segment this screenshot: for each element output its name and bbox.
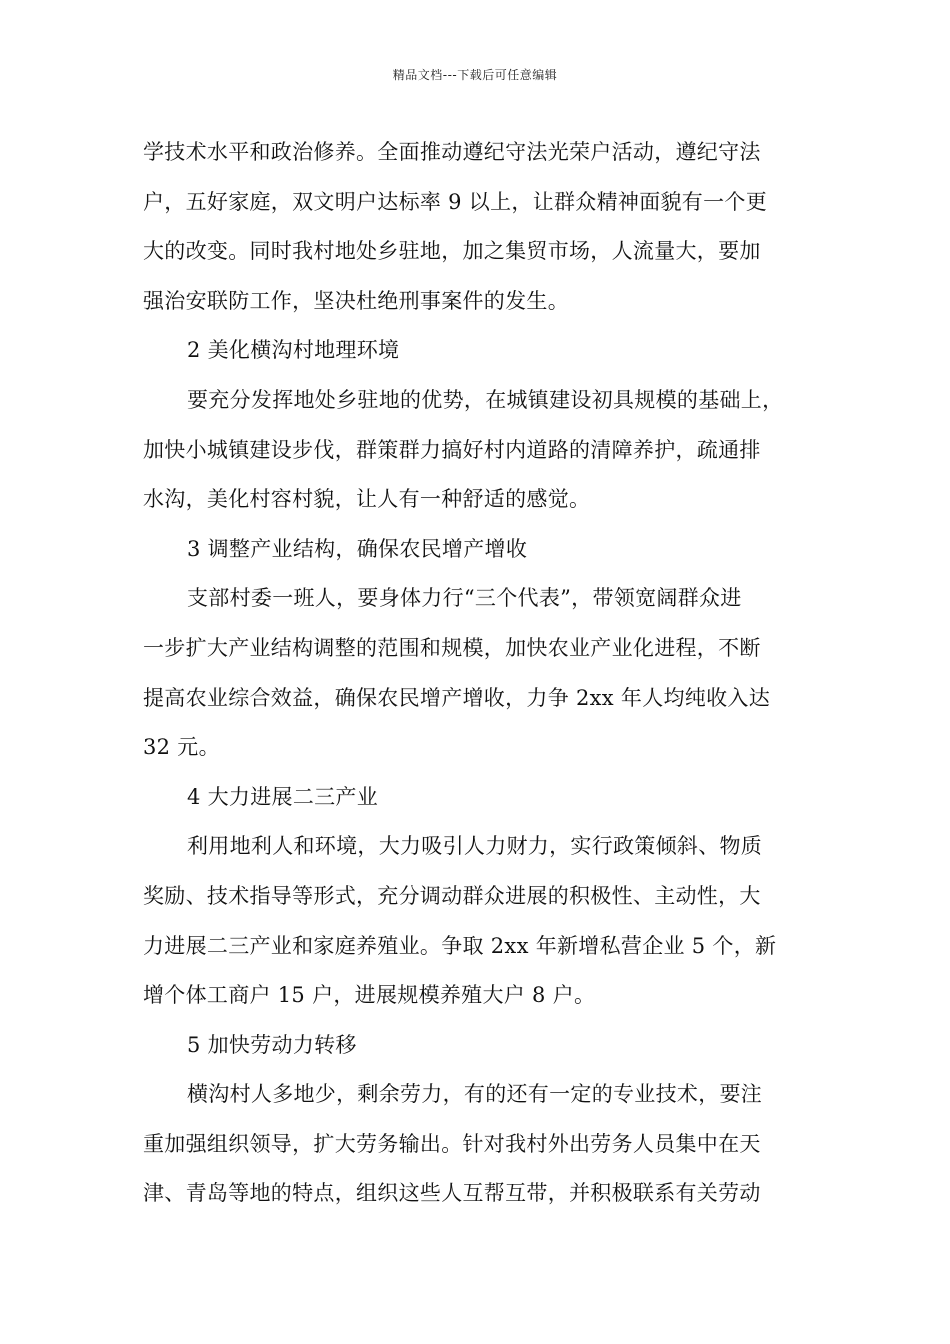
- text-line: 横沟村人多地少，剩余劳力，有的还有一定的专业技术，要注: [187, 1082, 763, 1107]
- text-line: 利用地利人和环境，大力吸引人力财力，实行政策倾斜、物质: [187, 834, 763, 859]
- text-line: 水沟，美化村容村貌，让人有一种舒适的感觉。: [143, 487, 591, 512]
- text-line: 3 调整产业结构，确保农民增产增收: [187, 536, 528, 561]
- text-line: 32 元。: [143, 735, 220, 760]
- text-line: 4 大力进展二三产业: [187, 784, 379, 809]
- text-line: 一步扩大产业结构调整的范围和规模，加快农业产业化进程，不断: [143, 635, 761, 660]
- text-line: 要充分发挥地处乡驻地的优势，在城镇建设初具规模的基础上，: [187, 387, 784, 412]
- text-line: 加快小城镇建设步伐，群策群力搞好村内道路的清障养护，疏通排: [143, 437, 761, 462]
- text-line: 2 美化横沟村地理环境: [187, 338, 400, 363]
- text-line: 大的改变。同时我村地处乡驻地，加之集贸市场，人流量大，要加: [143, 239, 761, 264]
- document-body: [143, 128, 811, 1219]
- text-line: 支部村委一班人，要身体力行“三个代表”，带领宽阔群众进: [187, 586, 742, 611]
- text-line: 津、青岛等地的特点，组织这些人互帮互带，并积极联系有关劳动: [143, 1181, 761, 1206]
- text-line: 重加强组织领导，扩大劳务输出。针对我村外出劳务人员集中在天: [143, 1131, 761, 1156]
- text-line: 增个体工商户 15 户，进展规模养殖大户 8 户。: [143, 983, 596, 1008]
- text-line: 学技术水平和政治修养。全面推动遵纪守法光荣户活动，遵纪守法: [143, 140, 761, 164]
- text-line: 奖励、技术指导等形式，充分调动群众进展的积极性、主动性，大: [143, 883, 761, 908]
- text-line: 户，五好家庭，双文明户达标率 9 以上，让群众精神面貌有一个更: [143, 189, 768, 214]
- text-line: 5 加快劳动力转移: [187, 1032, 357, 1057]
- page-header: 精品文档---下载后可任意编辑: [392, 68, 558, 82]
- text-line: 强治安联防工作，坚决杜绝刑事案件的发生。: [143, 288, 569, 313]
- text-line: 力进展二三产业和家庭养殖业。争取 2xx 年新增私营企业 5 个，新: [143, 933, 777, 958]
- text-line: 提高农业综合效益，确保农民增产增收，力争 2xx 年人均纯收入达: [143, 685, 770, 710]
